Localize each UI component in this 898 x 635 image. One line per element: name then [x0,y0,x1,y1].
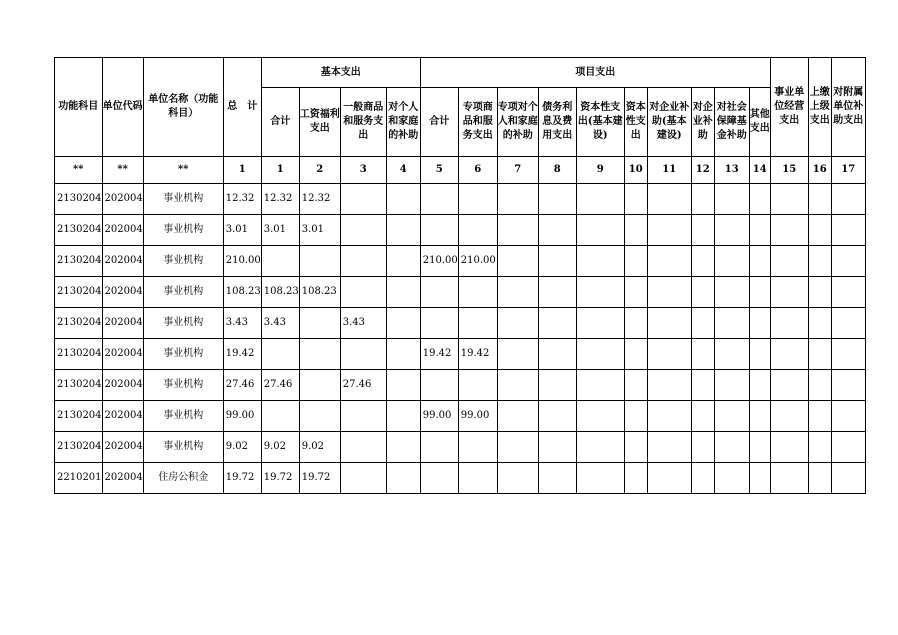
cell-empty [749,277,770,308]
cell-empty [714,463,749,494]
cell-empty [624,339,647,370]
cell-p-sum [420,432,458,463]
cell-b-wage [299,339,340,370]
cell-empty [624,277,647,308]
column-number-cell: 4 [386,157,420,184]
cell-empty [647,339,691,370]
cell-p-goods [458,277,497,308]
cell-b-sum [261,339,299,370]
cell-empty [749,432,770,463]
table-row [55,215,866,246]
cell-empty [749,463,770,494]
cell-empty [808,246,831,277]
cell-func: 2130204 [55,277,103,308]
column-number-cell: ** [143,157,223,184]
cell-empty [831,370,865,401]
cell-empty [808,339,831,370]
cell-empty [691,246,714,277]
cell-b-wage [299,370,340,401]
cell-p-sum: 19.42 [420,339,458,370]
cell-b-wage: 108.23 [299,277,340,308]
cell-empty [538,184,576,215]
cell-total: 19.72 [223,463,261,494]
cell-empty [808,401,831,432]
cell-unit: 202004 [102,277,143,308]
cell-empty [538,370,576,401]
cell-unit: 202004 [102,246,143,277]
cell-empty [808,184,831,215]
cell-b-goods [340,432,386,463]
cell-empty [624,308,647,339]
header-project-debt: 债务利息及费用支出 [538,88,576,157]
cell-empty [538,339,576,370]
cell-empty [576,277,624,308]
cell-p-sum [420,184,458,215]
cell-empty [831,277,865,308]
cell-b-sum: 3.01 [261,215,299,246]
cell-b-goods [340,339,386,370]
cell-empty [624,370,647,401]
cell-empty [714,277,749,308]
header-total: 总 计 [223,58,261,157]
cell-empty [647,432,691,463]
cell-empty [576,308,624,339]
cell-empty [808,215,831,246]
cell-empty [714,432,749,463]
cell-empty [831,215,865,246]
cell-empty [749,215,770,246]
cell-b-family [386,246,420,277]
cell-empty [624,401,647,432]
cell-empty [770,432,808,463]
cell-name: 事业机构 [143,215,223,246]
cell-unit: 202004 [102,432,143,463]
cell-b-sum: 27.46 [261,370,299,401]
header-unit-name: 单位名称（功能科目） [143,58,223,157]
header-basic-wage: 工资福利支出 [299,88,340,157]
cell-total: 210.00 [223,246,261,277]
cell-b-sum: 108.23 [261,277,299,308]
cell-empty [538,401,576,432]
header-project-family: 专项对个人和家庭的补助 [497,88,538,157]
cell-p-goods [458,215,497,246]
cell-empty [576,215,624,246]
cell-empty [624,246,647,277]
cell-empty [770,339,808,370]
table-row [55,308,866,339]
cell-b-sum [261,401,299,432]
cell-empty [576,401,624,432]
cell-b-family [386,308,420,339]
cell-b-wage: 9.02 [299,432,340,463]
header-project-sum: 合计 [420,88,458,157]
header-biz-op: 事业单位经营支出 [770,58,808,157]
cell-unit: 202004 [102,370,143,401]
cell-b-goods: 27.46 [340,370,386,401]
cell-empty [691,432,714,463]
cell-empty [831,308,865,339]
cell-empty [691,463,714,494]
cell-b-goods [340,184,386,215]
cell-b-wage [299,401,340,432]
cell-empty [497,401,538,432]
cell-empty [538,432,576,463]
column-number-cell: 9 [576,157,624,184]
cell-b-goods [340,401,386,432]
column-number-cell: 12 [691,157,714,184]
header-project-expenditure: 项目支出 [420,58,770,88]
cell-p-sum: 210.00 [420,246,458,277]
cell-empty [749,246,770,277]
cell-b-goods [340,277,386,308]
cell-empty [749,184,770,215]
cell-empty [576,339,624,370]
cell-empty [576,246,624,277]
cell-empty [497,432,538,463]
cell-name: 事业机构 [143,308,223,339]
cell-empty [770,246,808,277]
cell-empty [714,215,749,246]
cell-total: 27.46 [223,370,261,401]
column-number-cell: 13 [714,157,749,184]
cell-empty [647,370,691,401]
cell-b-family [386,463,420,494]
header-project-social: 对社会保障基金补助 [714,88,749,157]
column-number-cell: 1 [223,157,261,184]
cell-empty [647,401,691,432]
cell-empty [714,401,749,432]
cell-empty [624,432,647,463]
cell-empty [691,215,714,246]
cell-p-goods [458,370,497,401]
cell-empty [647,277,691,308]
header-basic-expenditure: 基本支出 [261,58,420,88]
cell-empty [497,184,538,215]
cell-empty [714,339,749,370]
table-row [55,463,866,494]
expenditure-table [54,57,866,494]
cell-b-wage [299,246,340,277]
header-project-goods: 专项商品和服务支出 [458,88,497,157]
cell-total: 12.32 [223,184,261,215]
cell-empty [691,370,714,401]
header-basic-family: 对个人和家庭的补助 [386,88,420,157]
cell-empty [831,463,865,494]
cell-p-goods [458,308,497,339]
cell-empty [770,215,808,246]
cell-empty [647,246,691,277]
cell-total: 99.00 [223,401,261,432]
table-row [55,401,866,432]
cell-unit: 202004 [102,339,143,370]
header-sub-units: 对附属单位补助支出 [831,58,865,157]
cell-b-wage: 12.32 [299,184,340,215]
cell-empty [538,308,576,339]
table-row [55,339,866,370]
cell-b-family [386,277,420,308]
table-row [55,277,866,308]
column-number-cell: 15 [770,157,808,184]
column-number-cell: 1 [261,157,299,184]
cell-empty [647,215,691,246]
cell-b-wage: 3.01 [299,215,340,246]
header-basic-goods: 一般商品和服务支出 [340,88,386,157]
column-number-cell: 11 [647,157,691,184]
header-basic-sum: 合计 [261,88,299,157]
cell-empty [497,277,538,308]
cell-empty [749,308,770,339]
cell-empty [808,277,831,308]
cell-empty [691,277,714,308]
cell-empty [538,463,576,494]
cell-b-family [386,370,420,401]
cell-b-goods [340,463,386,494]
cell-unit: 202004 [102,184,143,215]
cell-name: 事业机构 [143,246,223,277]
cell-b-wage [299,308,340,339]
cell-b-wage: 19.72 [299,463,340,494]
column-number-row [55,157,866,184]
cell-b-sum [261,246,299,277]
table-row [55,184,866,215]
column-number-cell: 6 [458,157,497,184]
cell-empty [831,339,865,370]
column-number-cell: 14 [749,157,770,184]
cell-p-sum [420,215,458,246]
cell-empty [808,432,831,463]
cell-p-goods [458,184,497,215]
cell-b-family [386,184,420,215]
cell-total: 3.43 [223,308,261,339]
cell-empty [497,370,538,401]
cell-empty [538,277,576,308]
cell-empty [497,308,538,339]
cell-total: 19.42 [223,339,261,370]
cell-empty [831,432,865,463]
cell-p-sum [420,463,458,494]
cell-p-goods: 19.42 [458,339,497,370]
cell-empty [749,401,770,432]
cell-empty [808,463,831,494]
cell-empty [749,339,770,370]
cell-empty [714,370,749,401]
cell-empty [691,308,714,339]
cell-name: 事业机构 [143,370,223,401]
cell-unit: 202004 [102,215,143,246]
cell-func: 2130204 [55,215,103,246]
cell-empty [770,370,808,401]
cell-empty [808,308,831,339]
column-number-cell: ** [55,157,103,184]
header-project-ent: 对企业补助 [691,88,714,157]
cell-name: 事业机构 [143,432,223,463]
cell-name: 住房公积金 [143,463,223,494]
cell-empty [497,463,538,494]
cell-unit: 202004 [102,401,143,432]
cell-p-goods [458,432,497,463]
cell-b-sum: 12.32 [261,184,299,215]
cell-name: 事业机构 [143,401,223,432]
cell-b-goods [340,246,386,277]
cell-name: 事业机构 [143,184,223,215]
cell-empty [831,401,865,432]
cell-func: 2130204 [55,339,103,370]
header-upper: 上缴上级支出 [808,58,831,157]
header-project-capital-build: 资本性支出(基本建设) [576,88,624,157]
cell-p-goods: 210.00 [458,246,497,277]
column-number-cell: 8 [538,157,576,184]
cell-empty [691,339,714,370]
column-number-cell: 7 [497,157,538,184]
cell-empty [749,370,770,401]
cell-empty [831,246,865,277]
cell-empty [691,184,714,215]
cell-total: 108.23 [223,277,261,308]
cell-total: 9.02 [223,432,261,463]
cell-empty [714,308,749,339]
column-number-cell: 10 [624,157,647,184]
cell-func: 2130204 [55,401,103,432]
cell-unit: 202004 [102,308,143,339]
cell-b-family [386,401,420,432]
cell-empty [538,246,576,277]
column-number-cell: 17 [831,157,865,184]
cell-empty [808,370,831,401]
cell-b-goods: 3.43 [340,308,386,339]
column-number-cell: 16 [808,157,831,184]
cell-func: 2130204 [55,184,103,215]
cell-empty [714,184,749,215]
cell-func: 2130204 [55,370,103,401]
cell-empty [831,184,865,215]
cell-empty [497,215,538,246]
cell-name: 事业机构 [143,339,223,370]
cell-empty [770,277,808,308]
cell-empty [497,246,538,277]
cell-empty [624,463,647,494]
column-number-cell: 3 [340,157,386,184]
cell-empty [576,184,624,215]
cell-p-sum [420,370,458,401]
cell-empty [770,308,808,339]
cell-name: 事业机构 [143,277,223,308]
cell-empty [576,432,624,463]
cell-empty [647,308,691,339]
cell-unit: 202004 [102,463,143,494]
cell-func: 2130204 [55,308,103,339]
table-row [55,370,866,401]
header-project-ent-build: 对企业补助(基本建设) [647,88,691,157]
cell-p-goods: 99.00 [458,401,497,432]
table-row [55,246,866,277]
cell-total: 3.01 [223,215,261,246]
column-number-cell: ** [102,157,143,184]
cell-empty [538,215,576,246]
cell-empty [624,184,647,215]
cell-empty [624,215,647,246]
cell-empty [770,463,808,494]
cell-b-goods [340,215,386,246]
cell-empty [576,370,624,401]
header-project-other: 其他支出 [749,88,770,157]
cell-empty [647,463,691,494]
cell-b-family [386,215,420,246]
cell-p-sum: 99.00 [420,401,458,432]
header-func-code: 功能科目 [55,58,103,157]
column-number-cell: 2 [299,157,340,184]
cell-p-goods [458,463,497,494]
cell-b-sum: 9.02 [261,432,299,463]
cell-empty [576,463,624,494]
cell-empty [497,339,538,370]
cell-func: 2210201 [55,463,103,494]
header-project-capital: 资本性支出 [624,88,647,157]
cell-func: 2130204 [55,432,103,463]
cell-b-sum: 19.72 [261,463,299,494]
column-number-cell: 5 [420,157,458,184]
cell-b-family [386,432,420,463]
table-row [55,432,866,463]
cell-b-family [386,339,420,370]
table-body [55,184,866,494]
header-unit-code: 单位代码 [102,58,143,157]
cell-empty [770,184,808,215]
cell-empty [647,184,691,215]
cell-empty [714,246,749,277]
cell-empty [770,401,808,432]
cell-func: 2130204 [55,246,103,277]
cell-p-sum [420,308,458,339]
cell-b-sum: 3.43 [261,308,299,339]
cell-p-sum [420,277,458,308]
cell-empty [691,401,714,432]
